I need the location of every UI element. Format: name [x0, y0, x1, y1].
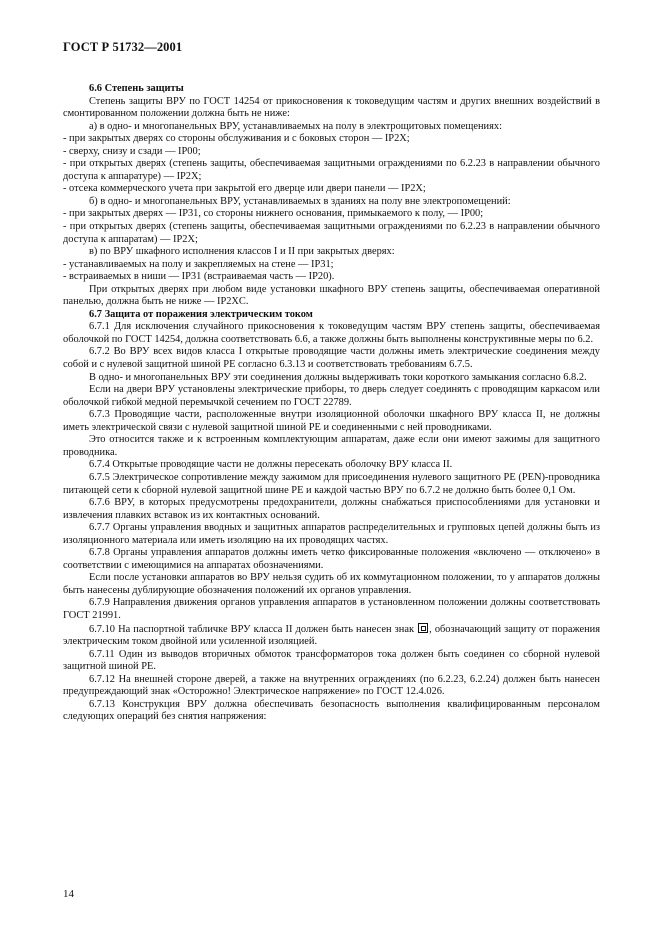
list-item: - сверху, снизу и сзади — IP00; — [63, 145, 201, 157]
list-item: в) по ВРУ шкафного исполнения классов I и II при закрытых дверях: — [89, 246, 395, 258]
paragraph: 6.7.11 Один из выводов вторичных обмоток трансформаторов тока должен быть соединен со сборной нулевой защитной шиной РЕ. — [63, 648, 600, 673]
paragraph: 6.7.9 Направления движения органов управления аппаратов в установленном положении должны соответствовать ГОСТ 21991. — [63, 597, 600, 621]
paragraph: Если на двери ВРУ установлены электрические приборы, то дверь следует соединять с проводящим каркасом или оболочкой гибкой медной перемычкой сечением по ГОСТ 22789. — [63, 384, 600, 408]
paragraph: 6.7.4 Открытые проводящие части не должны пересекать оболочку ВРУ класса II. — [89, 459, 453, 471]
list-item: б) в одно- и многопанельных ВРУ, устанавливаемых в зданиях на полу вне электропомещений: — [89, 195, 511, 207]
list-item: - при закрытых дверях со стороны обслуживания и с боковых сторон — IP2X; — [63, 133, 410, 145]
list-item: - встраиваемых в ниши — IP31 (встраиваемая часть — IP20). — [63, 271, 335, 283]
paragraph: Если после установки аппаратов во ВРУ нельзя судить об их коммутационном положении, то у аппаратов должны быть нанесены дублирующие обозначения положений их органов управления. — [63, 572, 600, 596]
list-item: - отсека коммерческого учета при закрытой его дверце или двери панели — IP2X; — [63, 183, 426, 195]
paragraph: Это относится также и к встроенным комплектующим аппаратам, даже если они имеют зажимы для защитного проводника. — [63, 434, 600, 458]
list-item: - при открытых дверях (степень защиты, обеспечиваемая защитными ограждениями по 6.2.23 в направлении обычного доступа к аппаратуре) — IP2X; — [63, 158, 600, 182]
paragraph: В одно- и многопанельных ВРУ эти соединения должны выдерживать токи короткого замыкания согласно 6.8.2. — [89, 371, 587, 383]
list-item: а) в одно- и многопанельных ВРУ, устанавливаемых на полу в электрощитовых помещениях: — [89, 120, 502, 132]
paragraph — [63, 623, 600, 649]
double-insulation-icon — [418, 623, 428, 633]
page-body — [63, 83, 600, 724]
page-number: 14 — [63, 888, 74, 900]
section-heading: 6.6 Степень защиты — [89, 83, 184, 94]
list-item: - при открытых дверях (степень защиты, обеспечиваемая защитными ограждениями по 6.2.23 в направлении обычного доступа к аппаратам) — IP2X; — [63, 221, 600, 245]
paragraph: 6.7.3 Проводящие части, расположенные внутри изоляционной оболочки шкафного ВРУ класса II, не должны иметь электрической связи с нулевой защитной шиной РЕ и соединенными с ней проводниками. — [63, 409, 600, 433]
paragraph: 6.7.8 Органы управления аппаратов должны иметь четко фиксированные положения «включено — отключено» в соответствии с имеющимися на аппаратах обозначениями. — [63, 547, 600, 571]
paragraph-text: , обозначающий защиту от поражения электрическим током двойной или усиленной изоляцией. — [63, 623, 600, 648]
list-item: - при закрытых дверях — IP31, со стороны нижнего основания, примыкаемого к полу, — IP00; — [63, 208, 484, 220]
paragraph: 6.7.12 На внешней стороне дверей, а также на внутренних ограждениях (по 6.2.23, 6.2.24) должен быть нанесен предупреждающий знак «Осторожно! Электрическое напряжение» по ГОСТ 12.4.026. — [63, 673, 600, 698]
paragraph: 6.7.2 Во ВРУ всех видов класса I открытые проводящие части должны иметь электрические соединения между собой и с нулевой защитной шиной РЕ согласно 6.3.13 и соответствовать требованиям 6.7.5. — [63, 346, 600, 371]
list-item: - устанавливаемых на полу и закрепляемых на стене — IP31; — [63, 258, 334, 270]
document-header: ГОСТ Р 51732—2001 — [63, 40, 183, 54]
section-heading: 6.7 Защита от поражения электрическим током — [89, 308, 313, 320]
paragraph: При открытых дверях при любом виде установки шкафного ВРУ степень защиты, обеспечиваемая оперативной панелью, должна быть не ниже — IP2XC. — [63, 283, 600, 308]
paragraph-text: 6.7.10 На паспортной табличке ВРУ класса II должен быть нанесен знак — [89, 623, 414, 635]
paragraph: 6.7.1 Для исключения случайного прикосновения к токоведущим частям ВРУ степень защиты, обеспечиваемая оболочкой по ГОСТ 14254, должна соответствовать 6.6, а также должны быть выполнены конструктивные меры по 6.2. — [63, 321, 600, 345]
paragraph: 6.7.6 ВРУ, в которых предусмотрены предохранители, должны снабжаться приспособлениями для установки и извлечения плавких вставок из их контактных оснований. — [63, 497, 600, 521]
paragraph: 6.7.5 Электрическое сопротивление между зажимом для присоединения нулевого защитного РЕ (PEN)-проводника питающей сети к сборной нулевой защитной шине РЕ и каждой частью ВРУ по 6.7.2 не должно быть более 0,1 Ом. — [63, 471, 600, 496]
paragraph: Степень защиты ВРУ по ГОСТ 14254 от прикосновения к токоведущим частям и других внешних воздействий в смонтированном положении должна быть не ниже: — [63, 95, 600, 120]
paragraph: 6.7.7 Органы управления вводных и защитных аппаратов распределительных и групповых цепей должны быть из изоляционного материала или иметь изоляцию на их проводящих частях. — [63, 522, 600, 546]
paragraph: 6.7.13 Конструкция ВРУ должна обеспечивать безопасность выполнения квалифицированным персоналом следующих операций без снятия напряжения: — [63, 698, 600, 723]
